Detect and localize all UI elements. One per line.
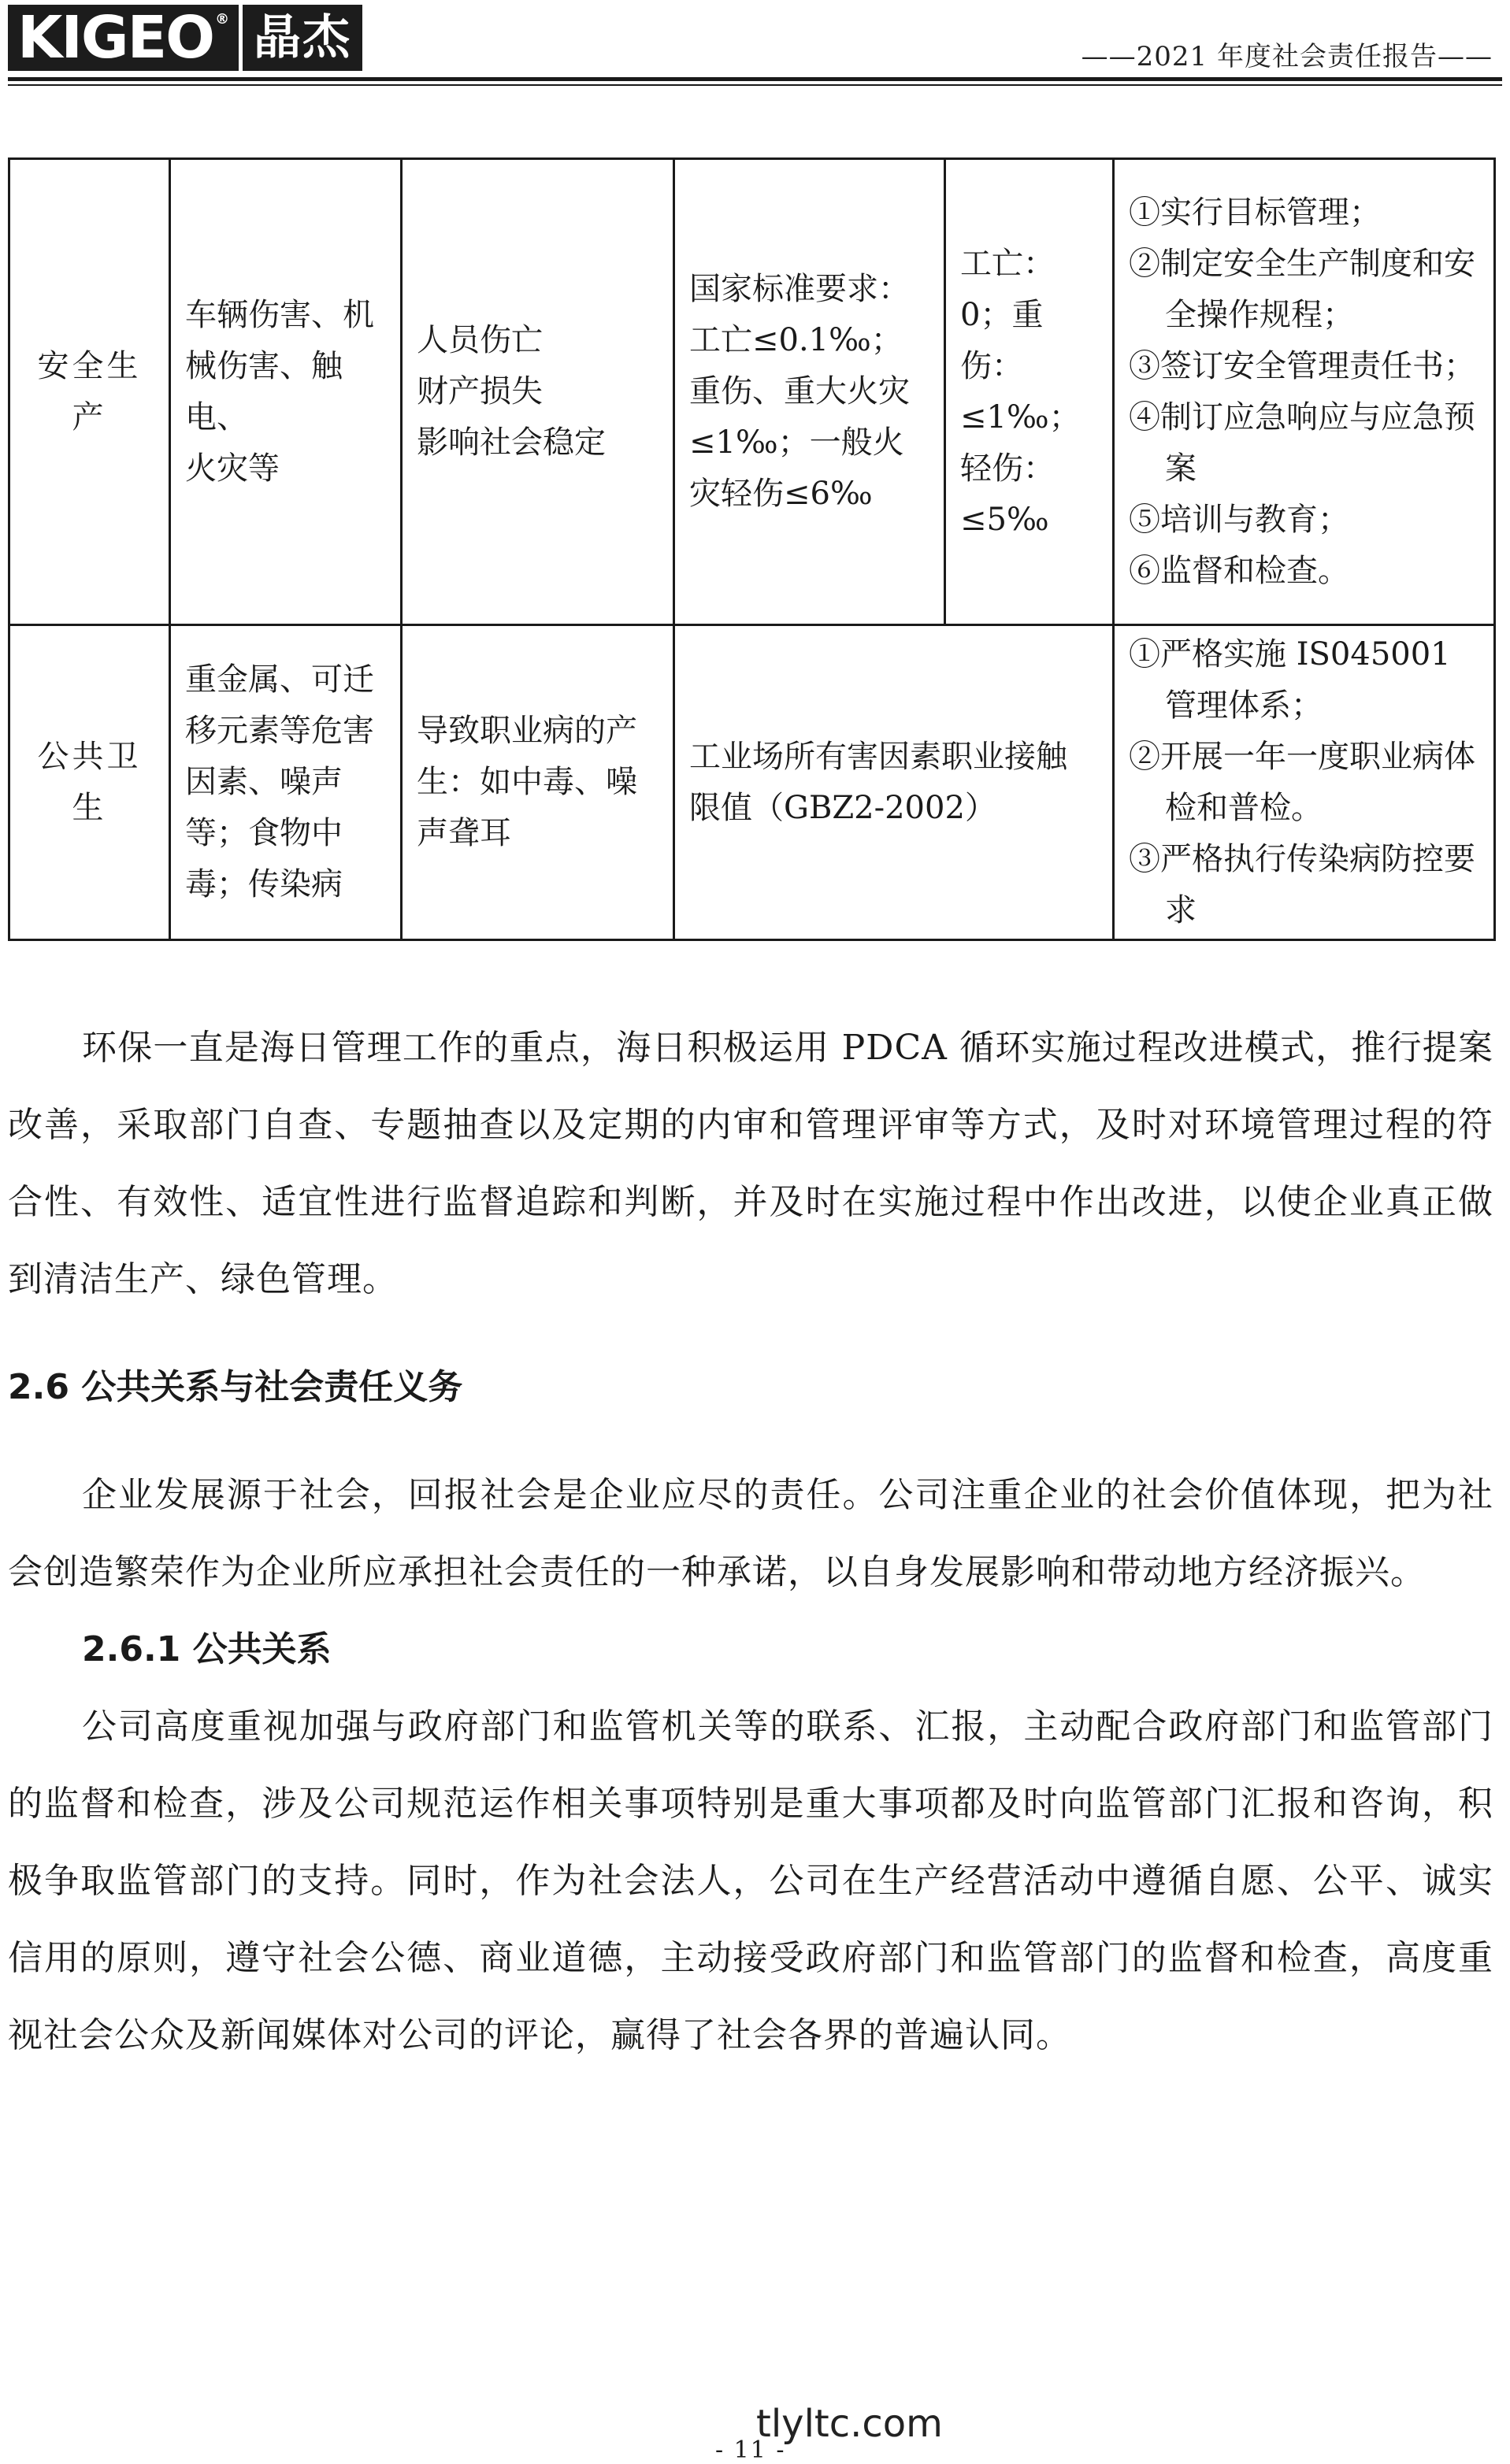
paragraph-public-relations: 公司高度重视加强与政府部门和监管机关等的联系、汇报，主动配合政府部门和监管部门的监督和检查，涉及公司规范运作相关事项特别是重大事项都及时向监管部门汇报和咨询，积极争取监管部门的支持。同时，作为社会法人，公司在生产经营活动中遵循自愿、公平、诚实信用的原则，遵守社会公德、商业道德，主动接受政府部门和监管部门的监督和检查，高度重视社会公众及新闻媒体对公司的评论，赢得了社会各界的普遍认同。 — [8, 1706, 1493, 2055]
measures-list — [1129, 187, 1479, 597]
risk-management-table — [8, 157, 1496, 941]
list-item: ②制定安全生产制度和安全操作规程； — [1129, 245, 1475, 333]
subsection-title: 2.6.1 公共关系 — [82, 1629, 332, 1669]
logo-english-text: KIGEO — [17, 4, 214, 72]
table-cell-measures — [1114, 159, 1495, 625]
table-cell-hazards: 重金属、可迁移元素等危害因素、噪声等；食物中毒；传染病 — [170, 625, 402, 940]
list-item: ④制订应急响应与应急预案 — [1129, 398, 1475, 487]
table-row — [9, 159, 1495, 625]
logo-chinese: 晶杰 — [239, 5, 362, 71]
list-item: ⑥监督和检查。 — [1129, 552, 1349, 589]
list-item: ⑤培训与教育； — [1129, 501, 1349, 538]
table-cell-hazards: 车辆伤害、机械伤害、触电、 火灾等 — [170, 159, 402, 625]
table-cell-category: 安全生 产 — [9, 159, 170, 625]
table-cell-standard: 国家标准要求：工亡≤0.1‰；重伤、重大火灾≤1‰；一般火灾轻伤≤6‰ — [674, 159, 945, 625]
table-cell-measures — [1114, 625, 1495, 940]
page-header — [0, 0, 1510, 93]
table-cell-standard: 工业场所有害因素职业接触限值（GBZ2-2002） — [674, 625, 1114, 940]
section-title: 2.6 公共关系与社会责任义务 — [8, 1367, 463, 1407]
list-item: ①实行目标管理； — [1129, 194, 1381, 231]
table-cell-impact: 人员伤亡 财产损失 影响社会稳定 — [402, 159, 674, 625]
list-item: ③严格执行传染病防控要求 — [1129, 840, 1475, 928]
header-rule-thick — [8, 77, 1502, 81]
logo-registered-mark: ® — [215, 11, 228, 28]
list-item: ③签订安全管理责任书； — [1129, 347, 1475, 384]
document-body — [8, 1010, 1493, 2074]
header-rule-thin — [8, 84, 1502, 86]
page-number: - 11 - — [715, 2436, 786, 2464]
report-title: ——2021 年度社会责任报告—— — [1081, 41, 1493, 72]
logo-english — [8, 5, 239, 71]
measures-list — [1129, 629, 1479, 936]
list-item: ②开展一年一度职业病体检和普检。 — [1129, 738, 1475, 826]
table-cell-category: 公共卫 生 — [9, 625, 170, 940]
list-item: ①严格实施 IS045001 管理体系； — [1129, 635, 1451, 724]
paragraph-environment: 环保一直是海日管理工作的重点，海日积极运用 PDCA 循环实施过程改进模式，推行提案改善，采取部门自查、专题抽查以及定期的内审和管理评审等方式，及时对环境管理过程的符合性、有效性、适宜性进行监督追踪和判断，并及时在实施过程中作出改进，以使企业真正做到清洁生产、绿色管理。 — [8, 1028, 1493, 1299]
table-row — [9, 625, 1495, 940]
table-cell-impact: 导致职业病的产生：如中毒、噪声聋耳 — [402, 625, 674, 940]
watermark-text: tlyltc.com — [756, 2402, 943, 2446]
company-logo — [8, 5, 362, 71]
table-cell-target: 工亡：0；重伤：≤1‰；轻伤：≤5‰ — [945, 159, 1114, 625]
paragraph-social-responsibility: 企业发展源于社会，回报社会是企业应尽的责任。公司注重企业的社会价值体现，把为社会创造繁荣作为企业所应承担社会责任的一种承诺，以自身发展影响和带动地方经济振兴。 — [8, 1475, 1493, 1592]
